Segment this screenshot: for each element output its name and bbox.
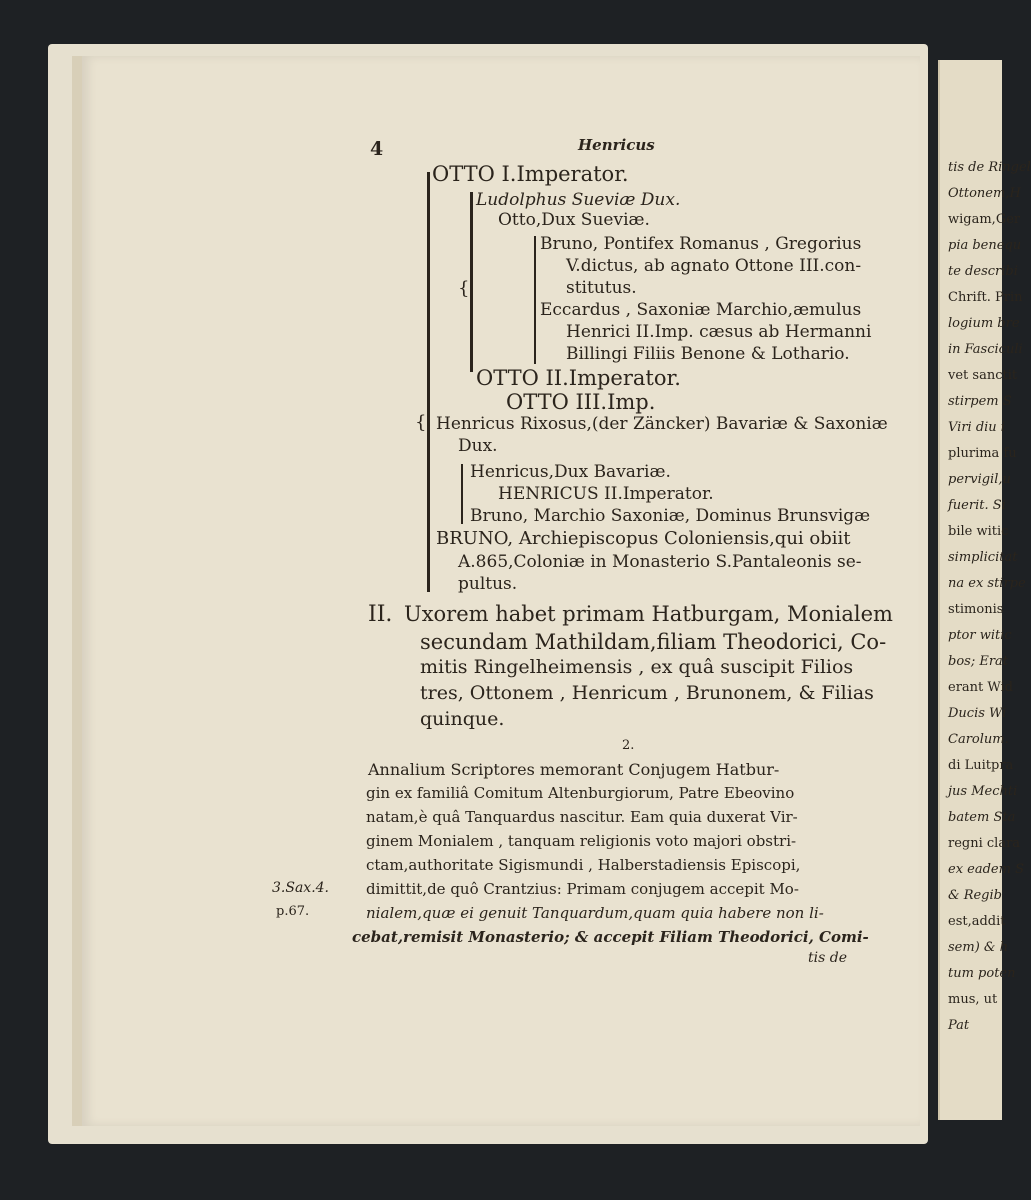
section-3-line-3: natam,è quâ Tanquardus nascitur. Eam quia duxerat Vir- [366,808,798,826]
genealogy-henricus-rixosus-2: Dux. [458,436,498,456]
section-3-line-9: tis de [808,950,847,966]
adjacent-page-line: logium bre [948,316,1020,331]
genealogy-ludolphus [476,190,680,210]
adjacent-page [938,60,1031,1120]
genealogy-otto-i: OTTO I.Imperator. [432,162,629,186]
adjacent-page-line: pia benequ [948,238,1022,253]
adjacent-page-line: fuerit. Si [948,498,1006,513]
adjacent-page-line: tis de Ringel [948,160,1031,175]
adjacent-page-line: & Regib [948,888,1002,903]
genealogy-brace-otto-sons [534,236,536,364]
section-3-line-2: gin ex familiâ Comitum Altenburgiorum, Patre Ebeovino [366,784,795,802]
brace-point-mid: { [458,278,470,299]
section-2-line-2: secundam Mathildam,filiam Theodorici, Co- [420,630,887,654]
genealogy-bruno-line-3: stitutus. [566,278,637,298]
adjacent-page-line: stimonis [948,602,1004,617]
adjacent-page-line: stirpem S [948,394,1012,409]
genealogy-henricus-dux: Henricus,Dux Bavariæ. [470,462,671,482]
genealogy-eccardus-line-3: Billingi Filiis Benone & Lothario. [566,344,850,364]
adjacent-page-line: di Luitpra [948,758,1014,773]
adjacent-page-line: te describi [948,264,1018,279]
adjacent-page-line: bos; Erat [948,654,1009,669]
adjacent-page-line: plurima fu [948,446,1017,461]
section-2-number: II. [368,602,393,627]
section-3-line-4: ginem Monialem , tanquam religionis voto majori obstri- [366,832,797,850]
brace-point-main: { [415,412,427,433]
adjacent-page-line: ex eadem S [948,862,1024,877]
genealogy-bruno-arch-3: pultus. [458,574,518,594]
section-3-line-5: ctam,authoritate Sigismundi , Halberstadiensis Episcopi, [366,856,801,874]
adjacent-page-line: mus, ut [948,992,998,1007]
section-3-number: 2. [622,738,635,753]
adjacent-page-line: erant Wid [948,680,1013,695]
adjacent-page-line: est,addit [948,914,1006,929]
adjacent-page-line: regni clara [948,836,1021,851]
genealogy-henricus-rixosus-1: Henricus Rixosus,(der Zäncker) Bavariæ & Saxoniæ [436,414,888,434]
adjacent-page-line: wigam,Ger [948,212,1021,227]
name-ludolphus: Ludolphus Sueviæ Dux. [476,190,681,210]
genealogy-eccardus-line-2: Henrici II.Imp. cæsus ab Hermanni [566,322,872,342]
adjacent-page-line: na ex stirpe [948,576,1026,591]
adjacent-page-line: Carolum. [948,732,1009,747]
adjacent-page-line: batem Sta [948,810,1016,825]
genealogy-bruno-line-1: Bruno, Pontifex Romanus , Gregorius [540,234,862,254]
section-3-line-8: cebat,remisit Monasterio; & accepit Filiam Theodorici, Comi- [352,928,869,946]
genealogy-bruno-arch-2: A.865,Coloniæ in Monasterio S.Pantaleonis se- [458,552,862,572]
adjacent-page-line: bile witic [948,524,1009,539]
genealogy-brace-outer [427,172,430,592]
genealogy-brace-henricus [461,464,463,524]
adjacent-page-line: jus Mechti [948,784,1018,799]
adjacent-page-line: Pat [948,1018,970,1033]
adjacent-page-line: Ottonem,H [948,186,1021,201]
page-header: Henricus [578,136,655,154]
adjacent-page-line: sem) & h [948,940,1008,955]
adjacent-page-line: Ducis Wi [948,706,1007,721]
adjacent-page-line: pervigil,u [948,472,1011,487]
adjacent-page-line: vet sanctit [948,368,1018,383]
genealogy-otto-ii: OTTO II.Imperator. [476,366,681,390]
adjacent-page-line: simplicitat [948,550,1018,565]
section-3-line-6: dimittit,de quô Crantzius: Primam conjugem accepit Mo- [366,880,799,898]
adjacent-page-line: Chrift. Prin [948,290,1023,305]
adjacent-page-line: in Fasciculi [948,342,1023,357]
section-2-line-1: Uxorem habet primam Hatburgam, Monialem [404,602,893,626]
section-3-line-7: nialem,quæ ei genuit Tanquardum,quam quia habere non li- [366,904,824,922]
genealogy-bruno-marchio: Bruno, Marchio Saxoniæ, Dominus Brunsvigæ [470,506,871,526]
adjacent-page-line: tum poten [948,966,1016,981]
adjacent-page-line: ptor witic [948,628,1012,643]
genealogy-henricus-ii: HENRICUS II.Imperator. [498,484,714,504]
page-number: 4 [370,138,384,160]
genealogy-otto-dux: Otto,Dux Sueviæ. [498,210,650,230]
genealogy-otto-iii: OTTO III.Imp. [506,390,656,414]
margin-note-1: 3.Sax.4. [272,880,329,896]
genealogy-eccardus-line-1: Eccardus , Saxoniæ Marchio,æmulus [540,300,862,320]
section-2-line-5: quinque. [420,708,505,730]
genealogy-brace-ludolphus [470,192,473,372]
section-3-line-1: Annalium Scriptores memorant Conjugem Hatbur- [368,760,780,779]
adjacent-page-line: Viri diu i [948,420,1005,435]
section-2-line-3: mitis Ringelheimensis , ex quâ suscipit Filios [420,656,854,678]
genealogy-bruno-arch-1: BRUNO, Archiepiscopus Coloniensis,qui obiit [436,528,851,549]
genealogy-bruno-line-2: V.dictus, ab agnato Ottone III.con- [566,256,862,276]
section-2-line-4: tres, Ottonem , Henricum , Brunonem, & Filias [420,682,874,704]
margin-note-2: p.67. [276,904,310,919]
